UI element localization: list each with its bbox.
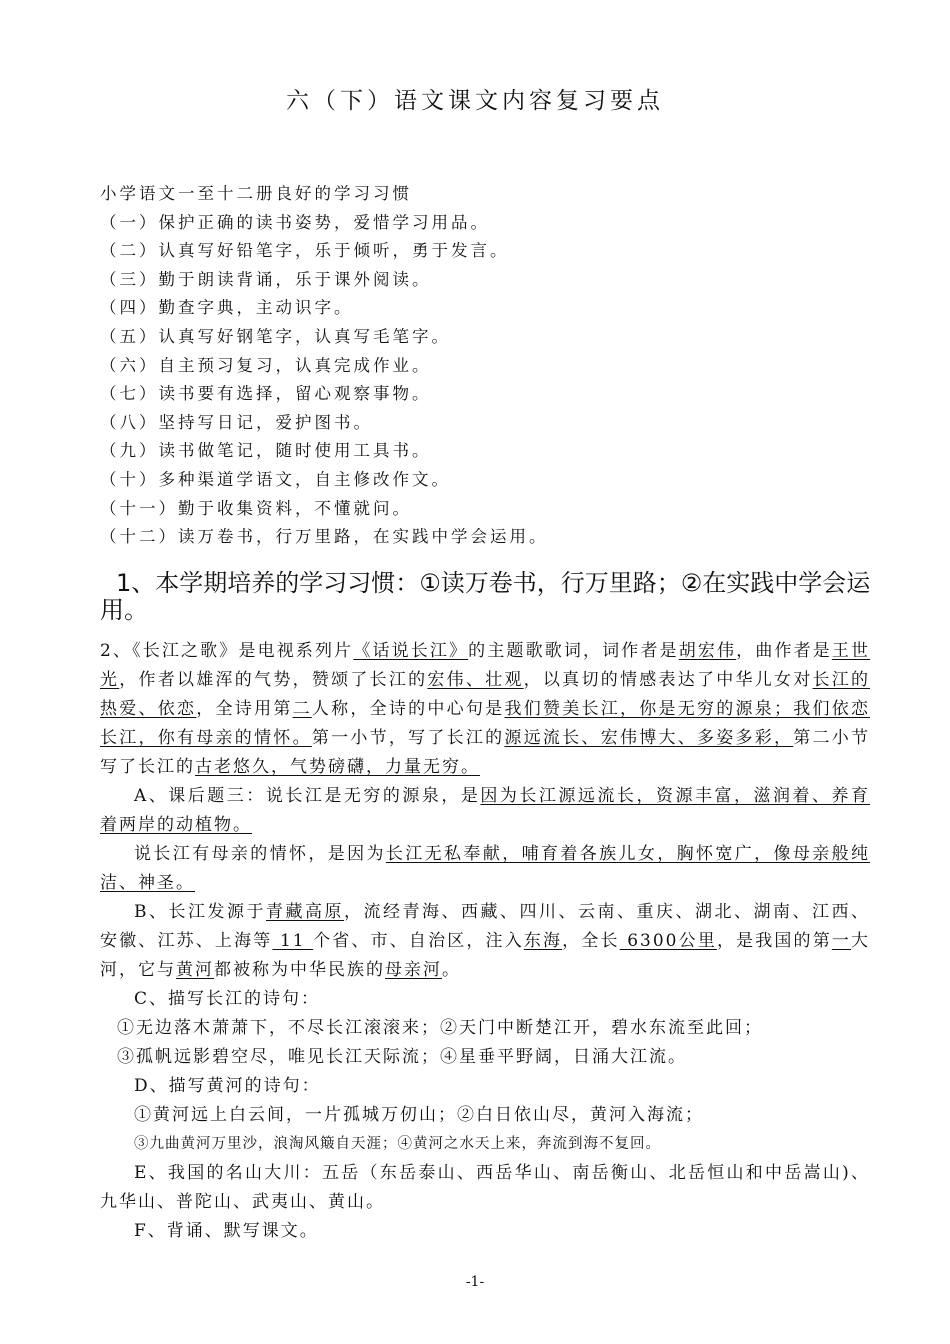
habit-item: （七）读书要有选择，留心观察事物。 [100, 384, 432, 404]
text: ，以真切的情感表达了中华儿女对 [523, 670, 813, 690]
section-a-paragraph [100, 782, 870, 840]
section-e-paragraph: E、我国的名山大川：五岳（东岳泰山、西岳华山、南岳衡山、北岳恒山和中岳嵩山)、九华山、普陀山、武夷山、黄山。 [100, 1163, 870, 1212]
answer-underline: 《话说长江》 [353, 641, 469, 661]
text: 的主题歌歌词，词作者是 [468, 641, 679, 661]
answer-underline: 东海 [523, 931, 563, 951]
text: ，全长 [562, 931, 620, 951]
text: ，曲作者是 [736, 641, 832, 661]
text: 个省、市、自治区，注入 [313, 931, 524, 951]
page-title: 六（下）语文课文内容复习要点 [286, 88, 664, 114]
answer-underline: 母亲河 [385, 960, 442, 980]
text: A、课后题三：说长江是无穷的源泉，是 [134, 786, 481, 806]
section-d-heading: D、描写黄河的诗句： [134, 1076, 321, 1096]
answer-underline: 长江的热爱、依恋 [100, 670, 871, 719]
habit-item: （九）读书做笔记，随时使用工具书。 [100, 441, 432, 461]
habit-item: （一）保护正确的读书姿势，爱惜学习用品。 [100, 212, 490, 232]
text: 人称，全诗的中心句是 [311, 699, 505, 719]
text: 大河，它与 [100, 931, 871, 980]
habit-item: （六）自主预习复习，认真完成作业。 [100, 355, 432, 375]
text: ，流经青海、西藏、四川、云南、重庆、湖北、湖南、江西、安徽、江苏、上海等 [100, 902, 870, 951]
text: 。 [442, 960, 461, 980]
text: 都被称为中华民族的 [214, 960, 385, 980]
text: ，作者以雄浑的气势，赞颂了长江的 [119, 670, 428, 690]
text: ，全诗用第 [196, 699, 293, 719]
habits-heading: 小学语文一至十二册良好的学习习惯 [100, 184, 412, 203]
section-f-paragraph: F、背诵、默写课文。 [134, 1221, 319, 1241]
changjiang-poem-line: ①无边落木萧萧下，不尽长江滚滚来；②天门中断楚江开，碧水东流至此回； [117, 1018, 763, 1038]
habit-item: （十二）读万卷书，行万里路，在实践中学会运用。 [100, 527, 549, 547]
answer-underline: 青藏高原 [266, 902, 344, 922]
section-a-paragraph-2 [100, 840, 870, 898]
text: 2、《长江之歌》是电视系列片 [100, 641, 354, 661]
answer-underline: 一 [831, 931, 852, 951]
habit-item: （五）认真写好钢笔字，认真写毛笔字。 [100, 326, 451, 346]
habit-item: （八）坚持写日记，爱护图书。 [100, 412, 373, 432]
habit-item: （四）勤查字典，主动识字。 [100, 298, 354, 318]
answer-underline: 6300公里 [619, 931, 717, 951]
text: B、长江发源于 [134, 902, 266, 922]
text: ，是我国的第 [716, 931, 832, 951]
changjiang-poem-line: ③孤帆远影碧空尽，唯见长江天际流；④星垂平野阔，日涌大江流。 [117, 1047, 687, 1067]
section-c-heading: C、描写长江的诗句： [134, 989, 321, 1009]
page-number: -1- [465, 1274, 485, 1290]
habit-item: （十一）勤于收集资料，不懂就问。 [100, 498, 412, 518]
answer-underline: 因为长江源远流长，资源丰富，滋润着、养育着两岸的动植物。 [100, 786, 871, 835]
answer-underline: 源远流长、宏伟博大、多姿多彩， [504, 728, 794, 748]
section-b-paragraph [100, 898, 870, 985]
answer-underline: 二 [292, 699, 312, 719]
answer-underline: 长江无私奉献，哺育着各族儿女，胸怀宽广，像母亲般纯洁、神圣。 [100, 844, 871, 893]
habit-item: （三）勤于朗读背诵，乐于课外阅读。 [100, 269, 432, 289]
point-1 [100, 570, 875, 624]
answer-underline: 胡宏伟 [678, 641, 737, 661]
answer-underline: 古老悠久，气势磅礴，力量无穷。 [195, 757, 480, 777]
answer-underline: 11 [272, 931, 314, 951]
huanghe-poem-line: ③九曲黄河万里沙，浪淘风簸自天涯；④黄河之水天上来，奔流到海不复回。 [134, 1136, 661, 1152]
answer-underline: 宏伟、壮观 [427, 670, 524, 690]
text: 说长江有母亲的情怀，是因为 [134, 844, 386, 864]
answer-underline: 我们赞美长江，你是无穷的源泉；我们依恋长江，你有母亲的情怀。 [100, 699, 871, 748]
point-1-text: 本学期培养的学习习惯：①读万卷书，行万里路；②在实践中学会运用。 [100, 569, 871, 624]
habits-list [100, 180, 880, 552]
answer-underline: 黄河 [176, 960, 214, 980]
text: 第二小节写了长江的 [100, 728, 871, 777]
huanghe-poem-line: ①黄河远上白云间，一片孤城万仞山；②白日依山尽，黄河入海流； [134, 1105, 704, 1125]
content-body [100, 637, 870, 1246]
habit-item: （十）多种渠道学语文，自主修改作文。 [100, 469, 451, 489]
habit-item: （二）认真写好铅笔字，乐于倾听，勇于发言。 [100, 241, 510, 261]
point-2-paragraph [100, 637, 870, 782]
text: 第一小节，写了长江的 [311, 728, 505, 748]
point-1-number: 1、 [116, 569, 156, 597]
answer-underline: 王世光 [100, 641, 871, 690]
